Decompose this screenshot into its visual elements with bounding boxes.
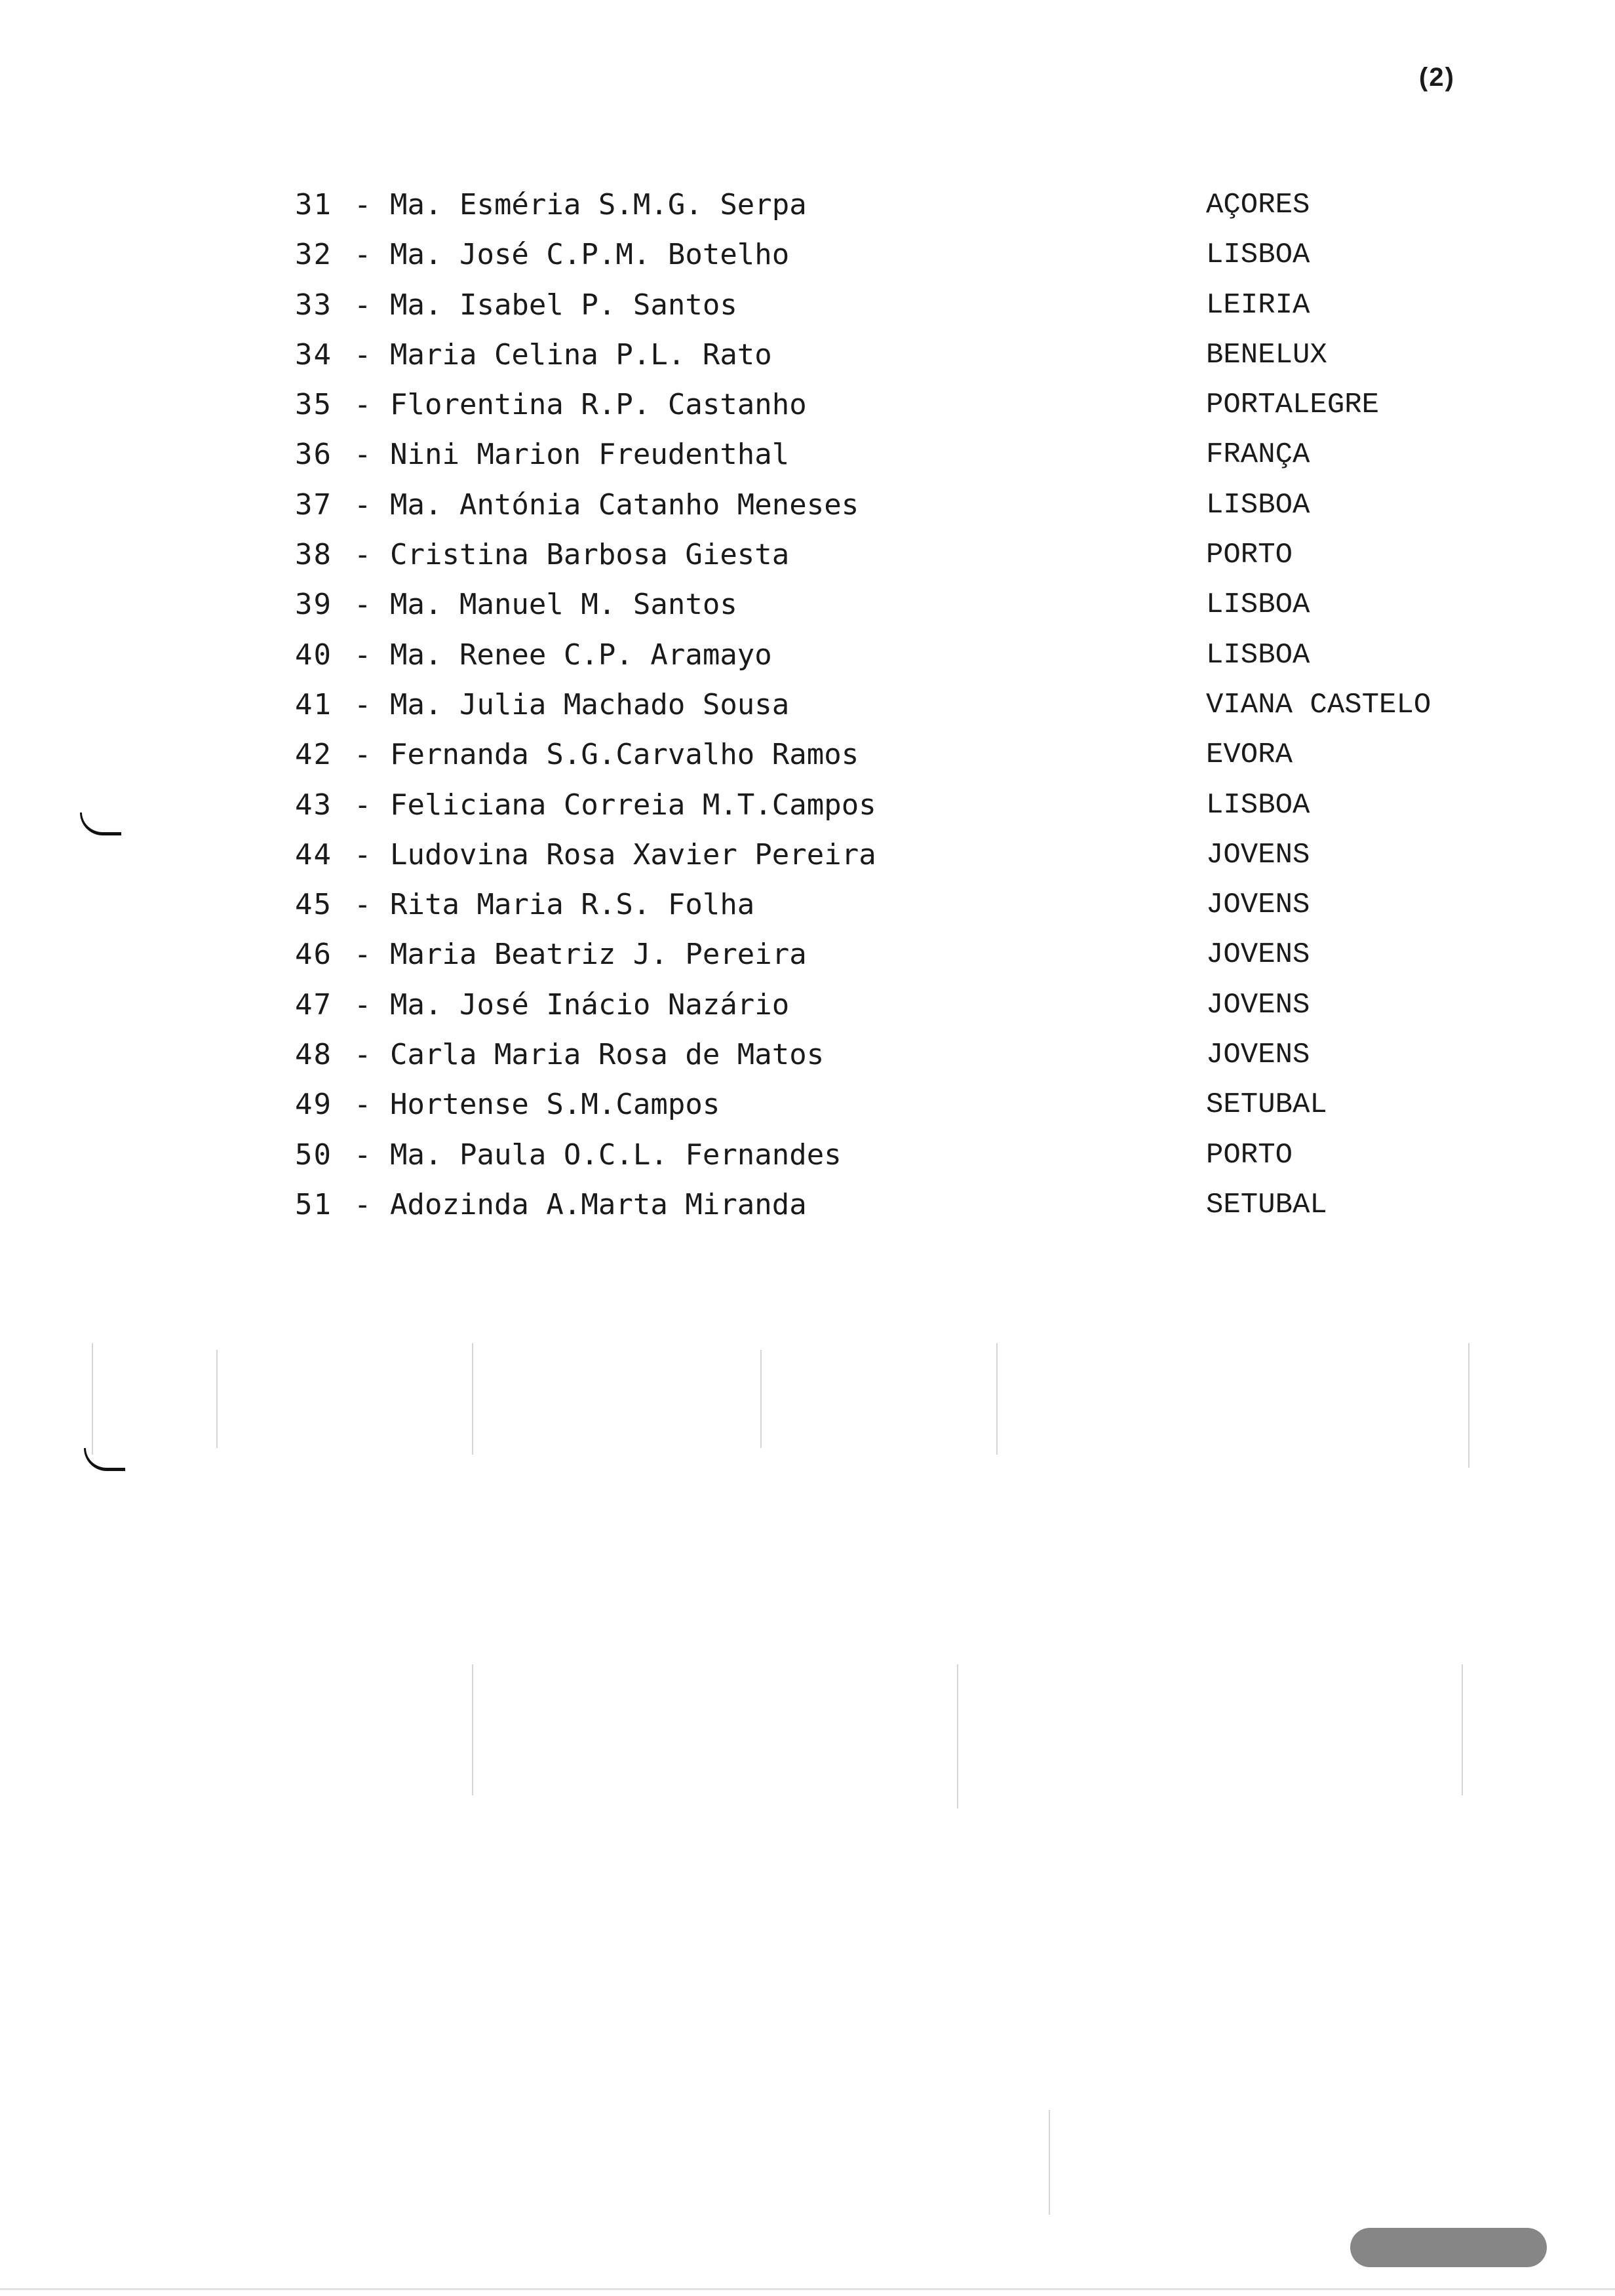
entry-region: EVORA [1206, 738, 1293, 772]
list-item [295, 1130, 1475, 1180]
entry-number: 51 [295, 1187, 332, 1221]
list-item [295, 230, 1475, 280]
list-item [295, 980, 1475, 1030]
scan-streak [1462, 1664, 1463, 1795]
entry-region: LISBOA [1206, 588, 1310, 622]
entry-separator: - [354, 1088, 372, 1122]
scan-streak [760, 1350, 762, 1448]
entry-separator: - [354, 388, 372, 422]
entry-region: LISBOA [1206, 488, 1310, 522]
list-item [295, 280, 1475, 330]
entry-number: 43 [295, 788, 332, 822]
entry-separator: - [354, 488, 372, 522]
list-item [295, 730, 1475, 780]
entry-name: Ma. Paula O.C.L. Fernandes [390, 1130, 851, 1180]
entry-separator: - [354, 288, 372, 322]
entry-number: 38 [295, 538, 332, 572]
entry-region: VIANA CASTELO [1206, 688, 1431, 721]
entry-separator: - [354, 238, 372, 272]
entry-number: 37 [295, 488, 332, 522]
entry-separator: - [354, 1138, 372, 1172]
entry-name: Ma. José Inácio Nazário [390, 980, 798, 1030]
list-item [295, 1180, 1475, 1230]
entry-name: Ma. José C.P.M. Botelho [390, 230, 798, 280]
entry-region: JOVENS [1206, 938, 1310, 972]
entry-number: 49 [295, 1088, 332, 1122]
list-item [295, 430, 1475, 480]
entry-number: 40 [295, 638, 332, 672]
entry-region: LISBOA [1206, 239, 1310, 272]
entry-name: Hortense S.M.Campos [390, 1080, 729, 1130]
entry-name: Nini Marion Freudenthal [390, 430, 798, 480]
page-number: (2) [1419, 63, 1455, 92]
entry-region: JOVENS [1206, 889, 1310, 922]
list-item [295, 880, 1475, 930]
entry-region: AÇORES [1206, 189, 1310, 221]
entry-number: 31 [295, 188, 332, 221]
entry-name: Ma. Julia Machado Sousa [390, 680, 798, 730]
entry-region: LISBOA [1206, 638, 1310, 672]
scan-streak [216, 1350, 218, 1448]
entry-separator: - [354, 888, 372, 922]
list-item [295, 580, 1475, 630]
entry-separator: - [354, 638, 372, 672]
entry-number: 50 [295, 1138, 332, 1172]
entry-number: 32 [295, 238, 332, 272]
entry-region: JOVENS [1206, 988, 1310, 1022]
entry-name: Feliciana Correia M.T.Campos [390, 780, 885, 830]
entry-name: Florentina R.P. Castanho [390, 380, 816, 430]
entry-region: JOVENS [1206, 1039, 1310, 1072]
scan-smudge [1350, 2228, 1547, 2267]
entry-region: FRANÇA [1206, 438, 1310, 472]
entry-region: SETUBAL [1206, 1188, 1327, 1221]
entry-region: SETUBAL [1206, 1088, 1327, 1122]
list-item [295, 630, 1475, 680]
entry-name: Adozinda A.Marta Miranda [390, 1180, 816, 1230]
entry-name: Ludovina Rosa Xavier Pereira [390, 830, 885, 880]
entry-number: 48 [295, 1038, 332, 1072]
entry-name: Ma. Antónia Catanho Meneses [390, 480, 868, 530]
entry-number: 42 [295, 738, 332, 772]
list-item [295, 680, 1475, 730]
entry-region: PORTO [1206, 539, 1293, 572]
list-item [295, 180, 1475, 230]
entry-separator: - [354, 538, 372, 572]
entry-separator: - [354, 438, 372, 472]
entry-region: BENELUX [1206, 338, 1327, 372]
entry-region: JOVENS [1206, 838, 1310, 871]
entry-separator: - [354, 938, 372, 972]
entry-separator: - [354, 188, 372, 221]
entry-number: 45 [295, 888, 332, 922]
scan-streak [957, 1664, 958, 1808]
scan-streak [472, 1343, 473, 1455]
entry-list [295, 180, 1475, 1230]
entry-number: 44 [295, 837, 332, 871]
list-item [295, 380, 1475, 430]
entry-name: Ma. Esméria S.M.G. Serpa [390, 180, 816, 230]
list-item [295, 530, 1475, 580]
scan-streak [996, 1343, 998, 1455]
entry-name: Fernanda S.G.Carvalho Ramos [390, 730, 868, 780]
entry-number: 41 [295, 687, 332, 721]
entry-separator: - [354, 987, 372, 1022]
list-item [295, 830, 1475, 880]
entry-name: Rita Maria R.S. Folha [390, 880, 764, 930]
entry-separator: - [354, 738, 372, 772]
entry-name: Maria Celina P.L. Rato [390, 330, 781, 380]
scan-bracket-mark [80, 813, 121, 835]
entry-number: 47 [295, 987, 332, 1022]
entry-separator: - [354, 1038, 372, 1072]
entry-name: Ma. Isabel P. Santos [390, 280, 747, 330]
scan-streak [92, 1343, 93, 1455]
list-item [295, 1030, 1475, 1080]
entry-name: Ma. Manuel M. Santos [390, 580, 747, 630]
list-item [295, 1080, 1475, 1130]
scan-streak [1049, 2110, 1050, 2215]
entry-separator: - [354, 1187, 372, 1221]
entry-name: Cristina Barbosa Giesta [390, 530, 798, 580]
entry-separator: - [354, 588, 372, 622]
entry-separator: - [354, 837, 372, 871]
scan-bottom-line [0, 2288, 1615, 2290]
scan-streak [1468, 1343, 1469, 1468]
entry-separator: - [354, 788, 372, 822]
list-item [295, 930, 1475, 980]
entry-region: PORTO [1206, 1138, 1293, 1172]
list-item [295, 780, 1475, 830]
entry-separator: - [354, 687, 372, 721]
entry-separator: - [354, 337, 372, 372]
entry-name: Maria Beatriz J. Pereira [390, 930, 816, 980]
list-item [295, 480, 1475, 530]
entry-region: PORTALEGRE [1206, 389, 1380, 422]
entry-number: 36 [295, 438, 332, 472]
scan-bracket-mark [84, 1448, 125, 1471]
entry-name: Carla Maria Rosa de Matos [390, 1030, 833, 1080]
entry-region: LEIRIA [1206, 288, 1310, 322]
entry-number: 35 [295, 388, 332, 422]
entry-number: 34 [295, 337, 332, 372]
entry-name: Ma. Renee C.P. Aramayo [390, 630, 781, 680]
scan-streak [472, 1664, 473, 1795]
list-item [295, 330, 1475, 380]
entry-number: 33 [295, 288, 332, 322]
entry-number: 46 [295, 938, 332, 972]
entry-region: LISBOA [1206, 788, 1310, 822]
entry-number: 39 [295, 588, 332, 622]
